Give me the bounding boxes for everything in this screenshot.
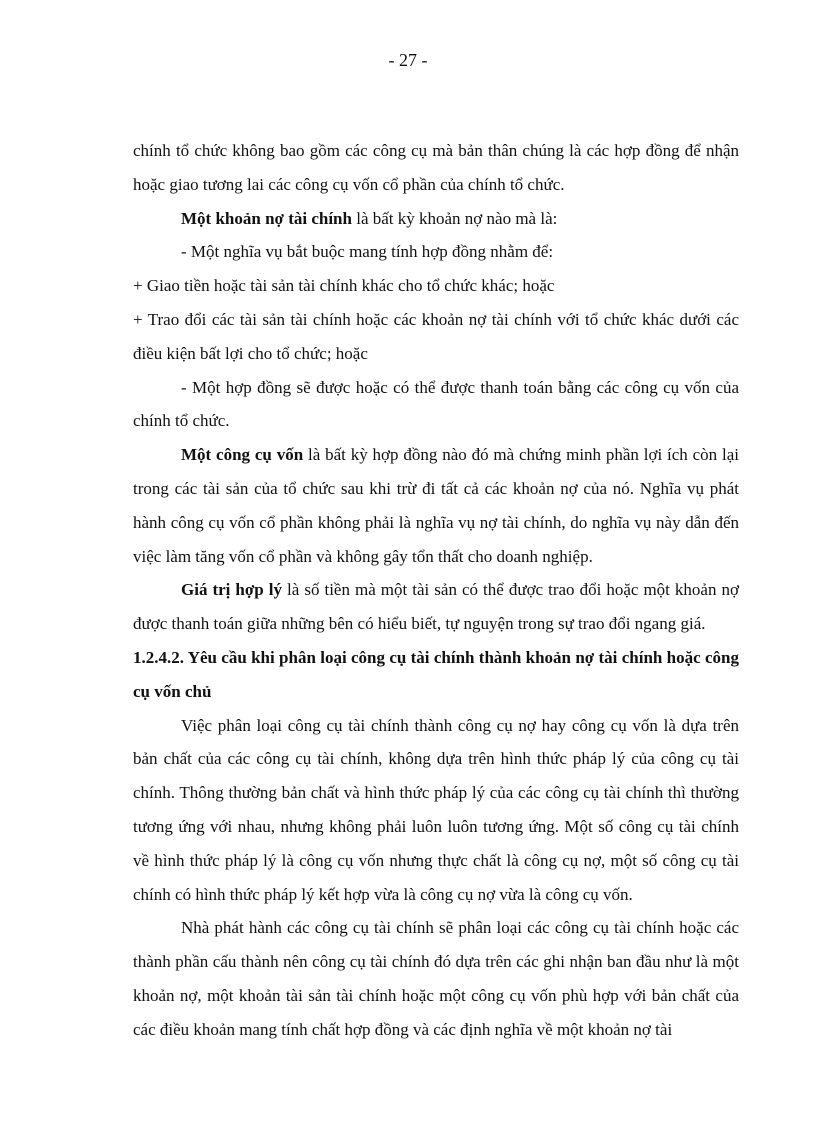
term-financial-liability: Một khoản nợ tài chính [181, 208, 352, 228]
definition-text: là số tiền mà một tài sản có thể được trao đổi hoặc một khoản nợ được thanh toán giữa những bên có hiểu biết, tự nguyện trong sự trao đổi ngang giá. [133, 580, 739, 634]
list-item-contract-settled: - Một hợp đồng sẽ được hoặc có thể được thanh toán bằng các công cụ vốn của chính tổ chức. [133, 377, 739, 431]
definition-text: là bất kỳ hợp đồng nào đó mà chứng minh phần lợi ích còn lại trong các tài sản của tổ chức sau khi trừ đi tất cả các khoản nợ của nó. Nghĩa vụ phát hành công cụ vốn cổ phần không phải là nghĩa vụ nợ tài chính, do nghĩa vụ này dẫn đến việc làm tăng vốn cổ phần và không gây tổn thất cho doanh nghiệp. [133, 445, 739, 566]
term-fair-value: Giá trị hợp lý [181, 580, 283, 600]
page-number: - 27 - [388, 50, 428, 70]
definition-equity-instrument [133, 438, 739, 573]
definition-fair-value [133, 573, 739, 641]
paragraph-classification: Việc phân loại công cụ tài chính thành công cụ nợ hay công cụ vốn là dựa trên bản chất của các công cụ tài chính, không dựa trên hình thức pháp lý của công cụ tài chính. Thông thường bản chất và hình thức pháp lý của các công cụ tài chính thì thường tương ứng với nhau, nhưng không phải luôn luôn tương ứng. Một số công cụ tài chính về hình thức pháp lý là công cụ vốn nhưng thực chất là công cụ nợ, một số công cụ tài chính có hình thức pháp lý kết hợp vừa là công cụ nợ vừa là công cụ vốn. [133, 715, 739, 904]
paragraph-issuer: Nhà phát hành các công cụ tài chính sẽ phân loại các công cụ tài chính hoặc các thành phần cấu thành nên công cụ tài chính đó dựa trên các ghi nhận ban đầu như là một khoản nợ, một khoản tài sản tài chính hoặc một công cụ vốn phù hợp với bản chất của các điều khoản mang tính chất hợp đồng và các định nghĩa về một khoản nợ tài [133, 918, 739, 1039]
definition-text: là bất kỳ khoản nợ nào mà là: [351, 208, 558, 228]
list-item-obligation: - Một nghĩa vụ bắt buộc mang tính hợp đồng nhằm để: [181, 242, 554, 262]
paragraph-continuation: chính tổ chức không bao gồm các công cụ mà bản thân chúng là các hợp đồng để nhận hoặc giao tương lai các công cụ vốn cổ phần của chính tổ chức. [133, 141, 739, 194]
list-item-exchange-assets: + Trao đổi các tài sản tài chính hoặc các khoản nợ tài chính với tổ chức khác dưới các điều kiện bất lợi cho tổ chức; hoặc [133, 309, 739, 363]
section-heading: 1.2.4.2. Yêu cầu khi phân loại công cụ tài chính thành khoản nợ tài chính hoặc công cụ vốn chủ [133, 647, 739, 701]
definition-financial-liability [133, 202, 739, 236]
page-content [133, 134, 739, 1047]
term-equity-instrument: Một công cụ vốn [181, 445, 304, 465]
list-item-deliver-cash: + Giao tiền hoặc tài sản tài chính khác cho tổ chức khác; hoặc [133, 276, 555, 296]
